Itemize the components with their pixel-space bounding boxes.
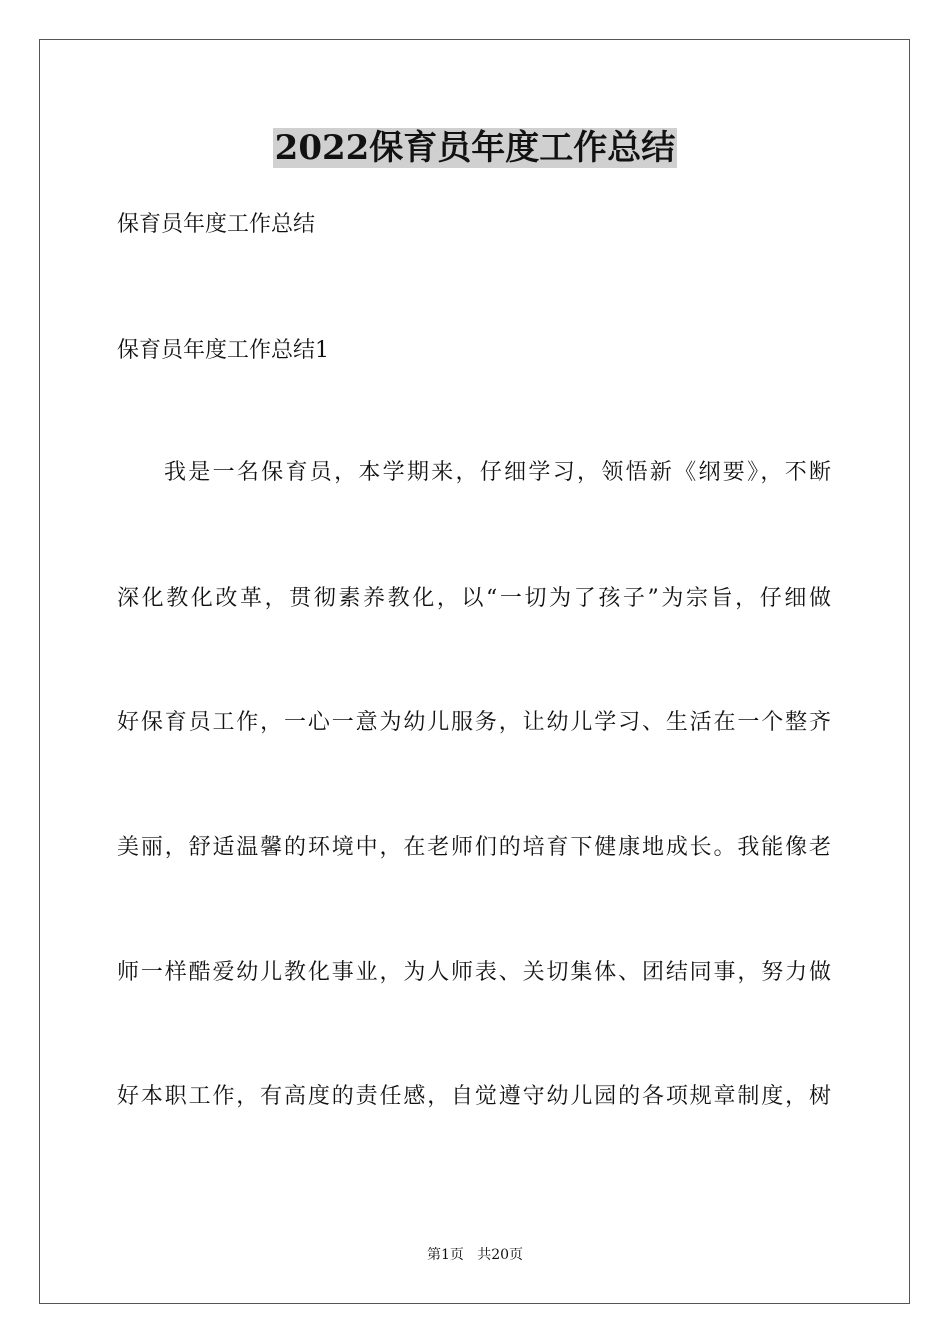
paragraph-line: 深化教化改革，贯彻素养教化，以“一切为了孩子”为宗旨，仔细做	[117, 586, 831, 611]
section-heading: 保育员年度工作总结1	[117, 338, 329, 363]
paragraph-line: 我是一名保育员，本学期来，仔细学习，领悟新《纲要》，不断	[164, 460, 831, 485]
page-footer: 第1页 共20页	[426, 1247, 524, 1263]
document-subtitle: 保育员年度工作总结	[117, 212, 316, 237]
paragraph-line: 师一样酷爱幼儿教化事业，为人师表、关切集体、团结同事，努力做	[117, 960, 831, 985]
paragraph-line: 好保育员工作，一心一意为幼儿服务，让幼儿学习、生活在一个整齐	[117, 710, 831, 735]
paragraph-line: 美丽，舒适温馨的环境中，在老师们的培育下健康地成长。我能像老	[117, 835, 831, 860]
document-title	[0, 126, 950, 170]
document-title-text: 2022保育员年度工作总结	[274, 128, 676, 168]
paragraph-line: 好本职工作，有高度的责任感，自觉遵守幼儿园的各项规章制度，树	[117, 1084, 831, 1109]
